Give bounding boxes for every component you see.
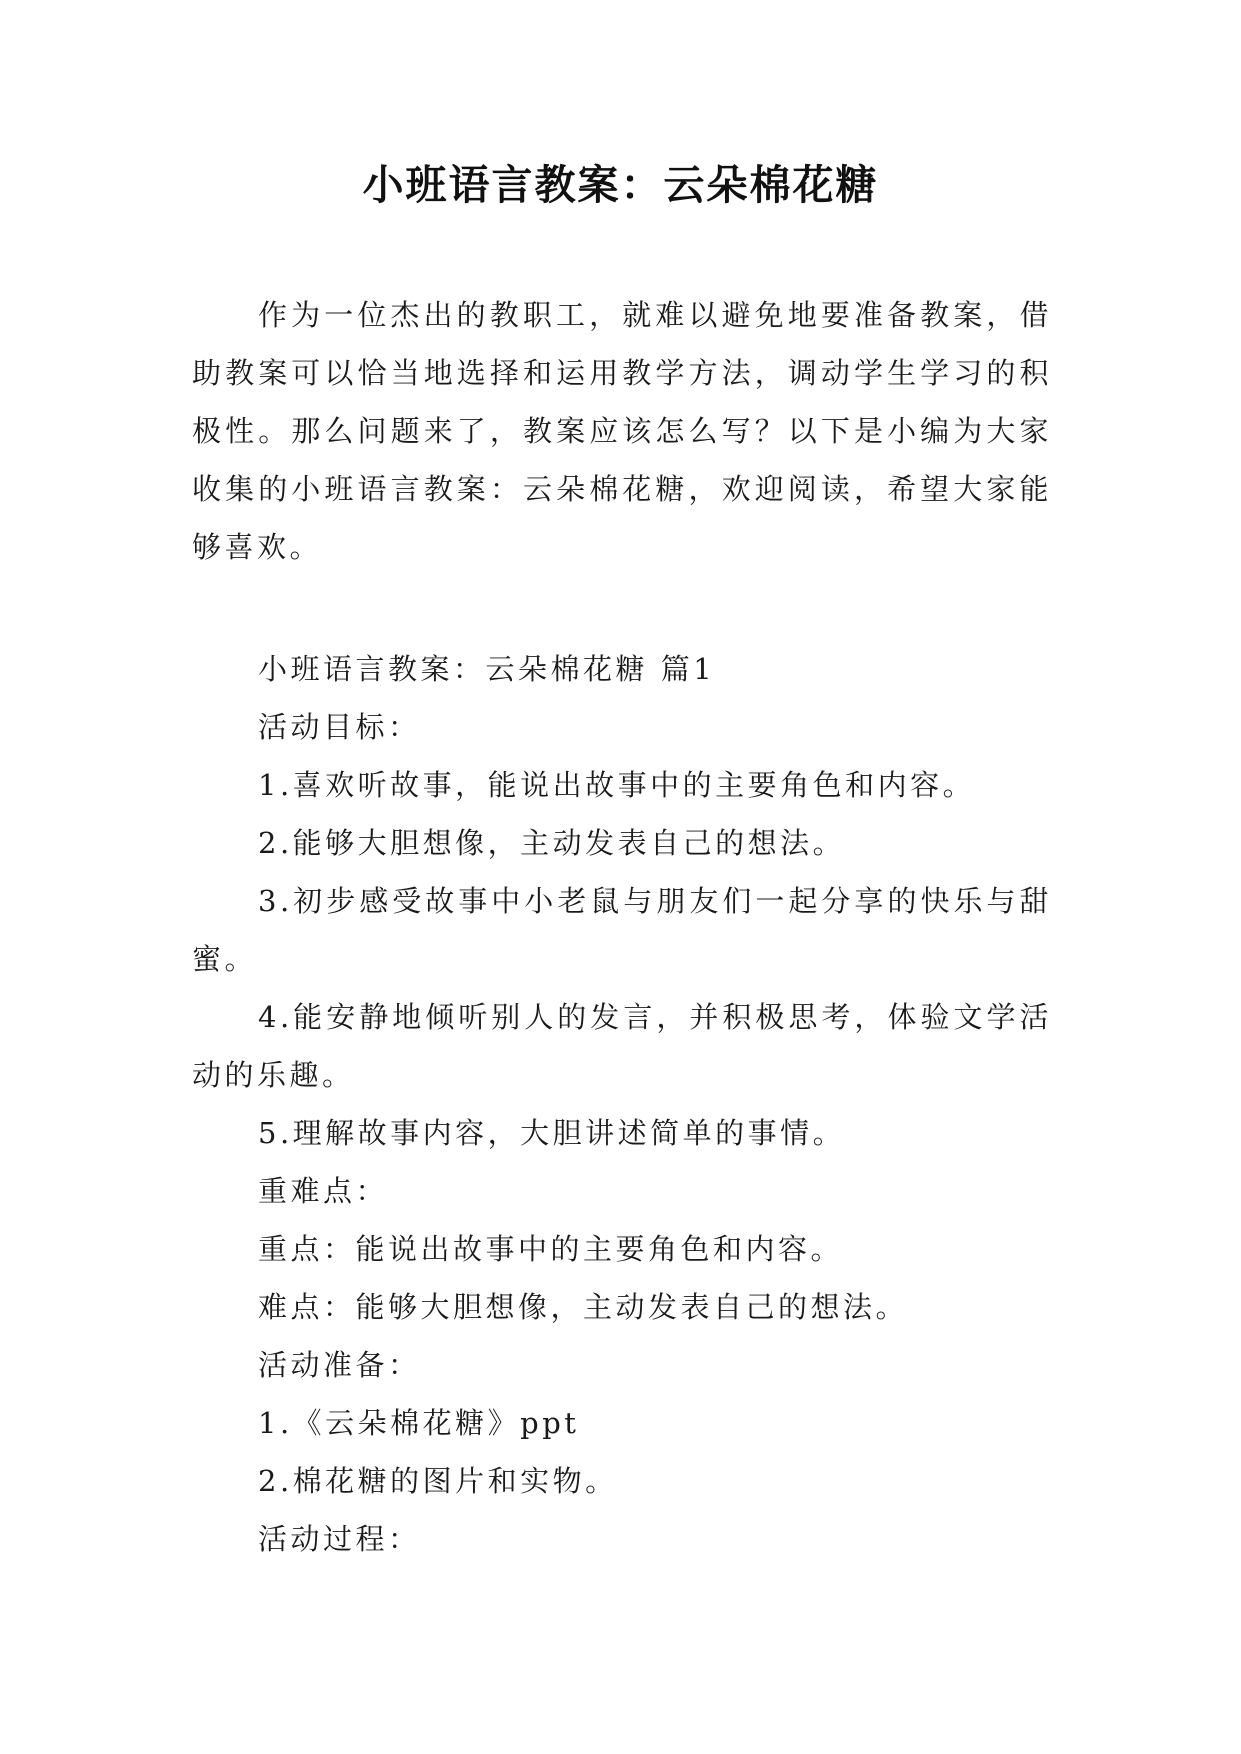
intro-paragraph: 作为一位杰出的教职工，就难以避免地要准备教案，借助教案可以恰当地选择和运用教学方法，调动学生学习的积极性。那么问题来了，教案应该怎么写？以下是小编为大家收集的小班语言教案：云朵棉花糖，欢迎阅读，希望大家能够喜欢。: [192, 298, 1052, 564]
goal-item: 4.能安静地倾听别人的发言，并积极思考，体验文学活动的乐趣。: [192, 1000, 1052, 1092]
preparation-item: 1.《云朵棉花糖》ppt: [258, 1406, 580, 1440]
difficult-point-item: 难点：能够大胆想像，主动发表自己的想法。: [258, 1290, 909, 1324]
document-body: [192, 640, 1052, 1568]
goal-item: 3.初步感受故事中小老鼠与朋友们一起分享的快乐与甜蜜。: [192, 884, 1052, 976]
section-heading: 小班语言教案：云朵棉花糖 篇1: [258, 652, 716, 686]
key-point-item: 重点：能说出故事中的主要角色和内容。: [258, 1232, 844, 1266]
process-heading: 活动过程：: [258, 1522, 421, 1556]
document-title: 小班语言教案：云朵棉花糖: [362, 161, 879, 209]
preparation-heading: 活动准备：: [258, 1348, 421, 1382]
goal-item: 5.理解故事内容，大胆讲述简单的事情。: [258, 1116, 846, 1150]
activity-goals-heading: 活动目标：: [258, 710, 421, 744]
key-points-heading: 重难点：: [258, 1174, 389, 1208]
goal-item: 1.喜欢听故事，能说出故事中的主要角色和内容。: [258, 768, 976, 802]
preparation-item: 2.棉花糖的图片和实物。: [258, 1464, 618, 1498]
goal-item: 2.能够大胆想像，主动发表自己的想法。: [258, 826, 846, 860]
